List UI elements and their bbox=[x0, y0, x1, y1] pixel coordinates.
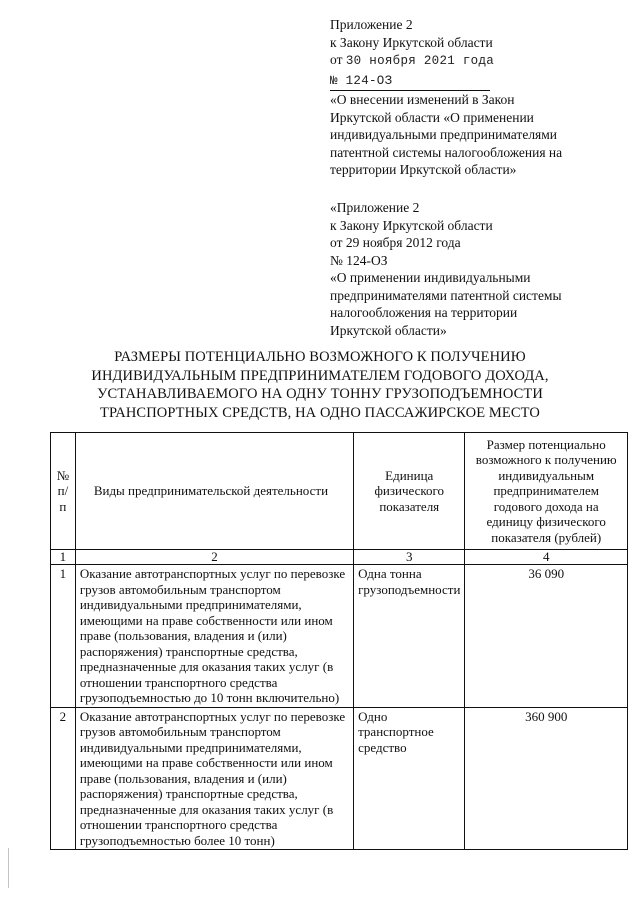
title-line: ТРАНСПОРТНЫХ СРЕДСТВ, НА ОДНО ПАССАЖИРСКОЕ МЕСТО bbox=[100, 404, 540, 421]
original-appendix-line: Иркутской области» bbox=[330, 322, 447, 338]
appendix-subject-line: «О внесении изменений в Закон bbox=[330, 92, 515, 107]
row-activity: Оказание автотранспортных услуг по перевозке грузов автомобильным транспортом индивидуальными предпринимателями, имеющими на праве собственности или ином праве (пользования, владения и (или) распоряжения) транспортные средства, предназначенные для оказания таких услуг (в отношении транспортного средства грузоподъемностью до 10 тонн включительно) bbox=[75, 565, 353, 708]
table-header-row bbox=[51, 433, 628, 550]
row-amount: 360 900 bbox=[465, 707, 628, 850]
table-row bbox=[51, 707, 628, 850]
appendix-subject-line: патентной системы налогообложения на bbox=[330, 144, 563, 160]
original-law-appendix-header bbox=[330, 199, 630, 339]
appendix-number-line bbox=[330, 71, 630, 92]
document-title bbox=[0, 348, 640, 422]
row-number: 1 bbox=[51, 565, 76, 708]
original-appendix-line: налогообложения на территории bbox=[330, 305, 518, 320]
header-number: № п/п bbox=[51, 433, 76, 550]
original-appendix-line: «Приложение 2 bbox=[330, 200, 420, 215]
title-line: РАЗМЕРЫ ПОТЕНЦИАЛЬНО ВОЗМОЖНОГО К ПОЛУЧЕНИЮ bbox=[114, 349, 526, 365]
original-appendix-line: «О применении индивидуальными bbox=[330, 270, 531, 285]
original-appendix-line: № 124-ОЗ bbox=[330, 252, 388, 268]
row-amount: 36 090 bbox=[465, 565, 628, 708]
column-number: 4 bbox=[465, 550, 628, 565]
title-line: УСТАНАВЛИВАЕМОГО НА ОДНУ ТОННУ ГРУЗОПОДЪЕМНОСТИ bbox=[97, 386, 543, 402]
row-unit: Одно транспортное средство bbox=[354, 707, 465, 850]
column-number: 3 bbox=[354, 550, 465, 565]
appendix-date-line bbox=[330, 51, 630, 71]
appendix-subject-line: территории Иркутской области» bbox=[330, 162, 517, 177]
appendix-subject-line: индивидуальными предпринимателями bbox=[330, 127, 558, 142]
appendix-label: Приложение 2 bbox=[330, 17, 413, 32]
scan-margin-mark bbox=[8, 848, 9, 888]
title-line: ИНДИВИДУАЛЬНЫМ ПРЕДПРИНИМАТЕЛЕМ ГОДОВОГО ДОХОДА, bbox=[91, 367, 549, 384]
appendix-subject-line: Иркутской области «О применении bbox=[330, 109, 534, 125]
column-number: 1 bbox=[51, 550, 76, 565]
original-appendix-line: от 29 ноября 2012 года bbox=[330, 235, 461, 250]
row-unit: Одна тонна грузоподъемности bbox=[354, 565, 465, 708]
row-activity: Оказание автотранспортных услуг по перевозке грузов автомобильным транспортом индивидуальными предпринимателями, имеющими на праве собственности или ином праве (пользования, владения и (или) распоряжения) транспортные средства, предназначенные для оказания таких услуг (в отношении транспортного средства грузоподъемностью более 10 тонн) bbox=[75, 707, 353, 850]
typed-law-number: № 124-ОЗ bbox=[330, 73, 490, 92]
table-row bbox=[51, 565, 628, 708]
amending-law-appendix-header bbox=[330, 16, 630, 179]
header-unit: Единица физического показателя bbox=[354, 433, 465, 550]
column-numbers-row bbox=[51, 550, 628, 565]
row-number: 2 bbox=[51, 707, 76, 850]
date-prefix: от bbox=[330, 52, 343, 67]
header-activity: Виды предпринимательской деятельности bbox=[75, 433, 353, 550]
appendix-law-reference: к Закону Иркутской области bbox=[330, 34, 493, 50]
original-appendix-line: к Закону Иркутской области bbox=[330, 217, 493, 233]
typed-date: 30 ноября 2021 года bbox=[345, 54, 495, 68]
column-number: 2 bbox=[75, 550, 353, 565]
header-amount: Размер потенциально возможного к получению индивидуальным предпринимателем годового дохода на единицу физического показателя (рублей) bbox=[465, 433, 628, 550]
original-appendix-line: предпринимателями патентной системы bbox=[330, 287, 562, 303]
income-table bbox=[50, 432, 628, 850]
